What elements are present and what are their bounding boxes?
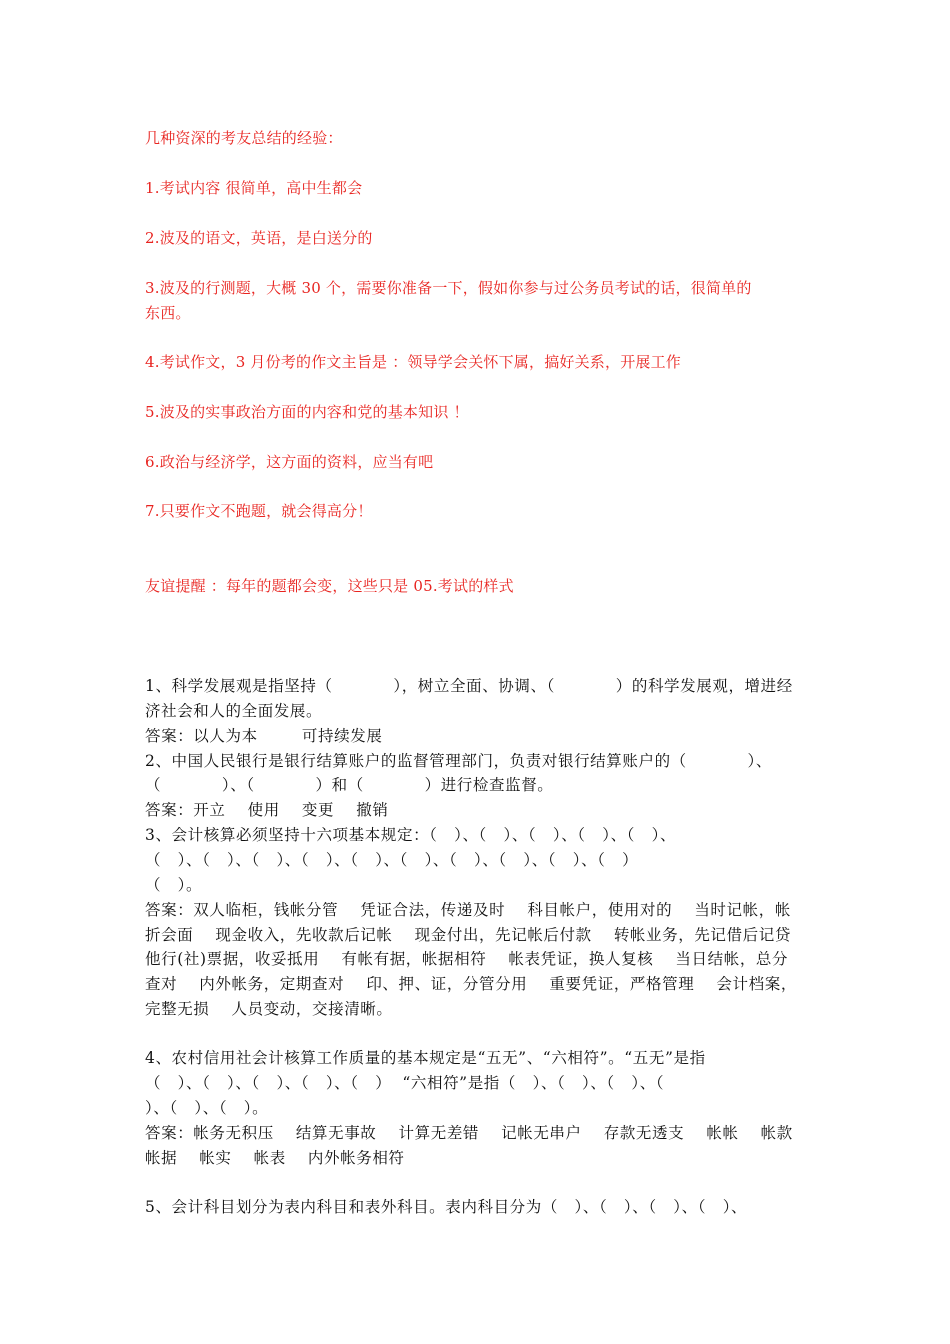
q3-answer-5: 完整无损 人员变动，交接清晰。 — [145, 1000, 393, 1018]
q3-answer-3: 他行(社)票据，收妥抵用 有帐有据，帐据相符 帐表凭证，换人复核 当日结帐，总分 — [145, 950, 789, 968]
intro-item-3-cont: 东西。 — [145, 304, 191, 322]
intro-heading: 几种资深的考友总结的经验： — [145, 129, 343, 147]
q5-line-1: 5、会计科目划分为表内科目和表外科目。表内科目分为（ ）、（ ）、（ ）、（ ）、 — [145, 1198, 748, 1216]
q2-line-1: 2、中国人民银行是银行结算账户的监督管理部门，负责对银行结算账户的（ ）、 — [145, 752, 773, 770]
q4-line-3: ）、（ ）、（ ）。 — [145, 1099, 269, 1117]
q4-answer-1: 答案：帐务无积压 结算无事故 计算无差错 记帐无串户 存款无透支 帐帐 帐款 — [145, 1124, 793, 1142]
q2-answer: 答案：开立 使用 变更 撤销 — [145, 801, 389, 819]
intro-item-6: 6.政治与经济学，这方面的资料，应当有吧 — [145, 453, 434, 471]
q1-line-2: 济社会和人的全面发展。 — [145, 702, 323, 720]
intro-item-7: 7.只要作文不跑题，就会得高分！ — [145, 502, 373, 520]
intro-item-2: 2.波及的语文，英语，是白送分的 — [145, 229, 373, 247]
q3-line-2: （ ）、（ ）、（ ）、（ ）、（ ）、（ ）、（ ）、（ ）、（ ）、（ ） — [145, 851, 639, 869]
intro-item-4: 4.考试作文，3 月份考的作文主旨是 ：领导学会关怀下属，搞好关系，开展工作 — [145, 353, 681, 371]
q3-line-1: 3、会计核算必须坚持十六项基本规定：（ ）、（ ）、（ ）、（ ）、（ ）、 — [145, 826, 677, 844]
q2-line-2: （ ）、（ ）和（ ）进行检查监督。 — [145, 776, 554, 794]
intro-reminder: 友谊提醒 ：每年的题都会变，这些只是 05.考试的样式 — [145, 577, 514, 595]
q3-answer-2: 折会面 现金收入，先收款后记帐 现金付出，先记帐后付款 转帐业务，先记借后记贷 — [145, 926, 791, 944]
q4-line-1: 4、农村信用社会计核算工作质量的基本规定是“五无”、“六相符”。“五无”是指 — [145, 1049, 706, 1067]
intro-item-5: 5.波及的实事政治方面的内容和党的基本知识 ！ — [145, 403, 469, 421]
q3-line-3: （ ）。 — [145, 876, 203, 894]
q4-line-2: （ ）、（ ）、（ ）、（ ）、（ ） “六相符”是指（ ）、（ ）、（ ）、（ — [145, 1074, 665, 1092]
intro-item-1: 1.考试内容 很简单，高中生都会 — [145, 179, 363, 197]
q1-answer: 答案：以人为本 可持续发展 — [145, 727, 383, 745]
q3-answer-1: 答案：双人临柜，钱帐分管 凭证合法，传递及时 科目帐户，使用对的 当时记帐，帐 — [145, 901, 791, 919]
q3-answer-4: 查对 内外帐务，定期查对 印、押、证，分管分用 重要凭证，严格管理 会计档案， — [145, 975, 797, 993]
q4-answer-2: 帐据 帐实 帐表 内外帐务相符 — [145, 1149, 405, 1167]
q1-line-1: 1、科学发展观是指坚持（ ），树立全面、协调、（ ）的科学发展观，增进经 — [145, 677, 793, 695]
intro-item-3: 3.波及的行测题，大概 30 个，需要你准备一下，假如你参与过公务员考试的话，很简单的 — [145, 279, 752, 297]
